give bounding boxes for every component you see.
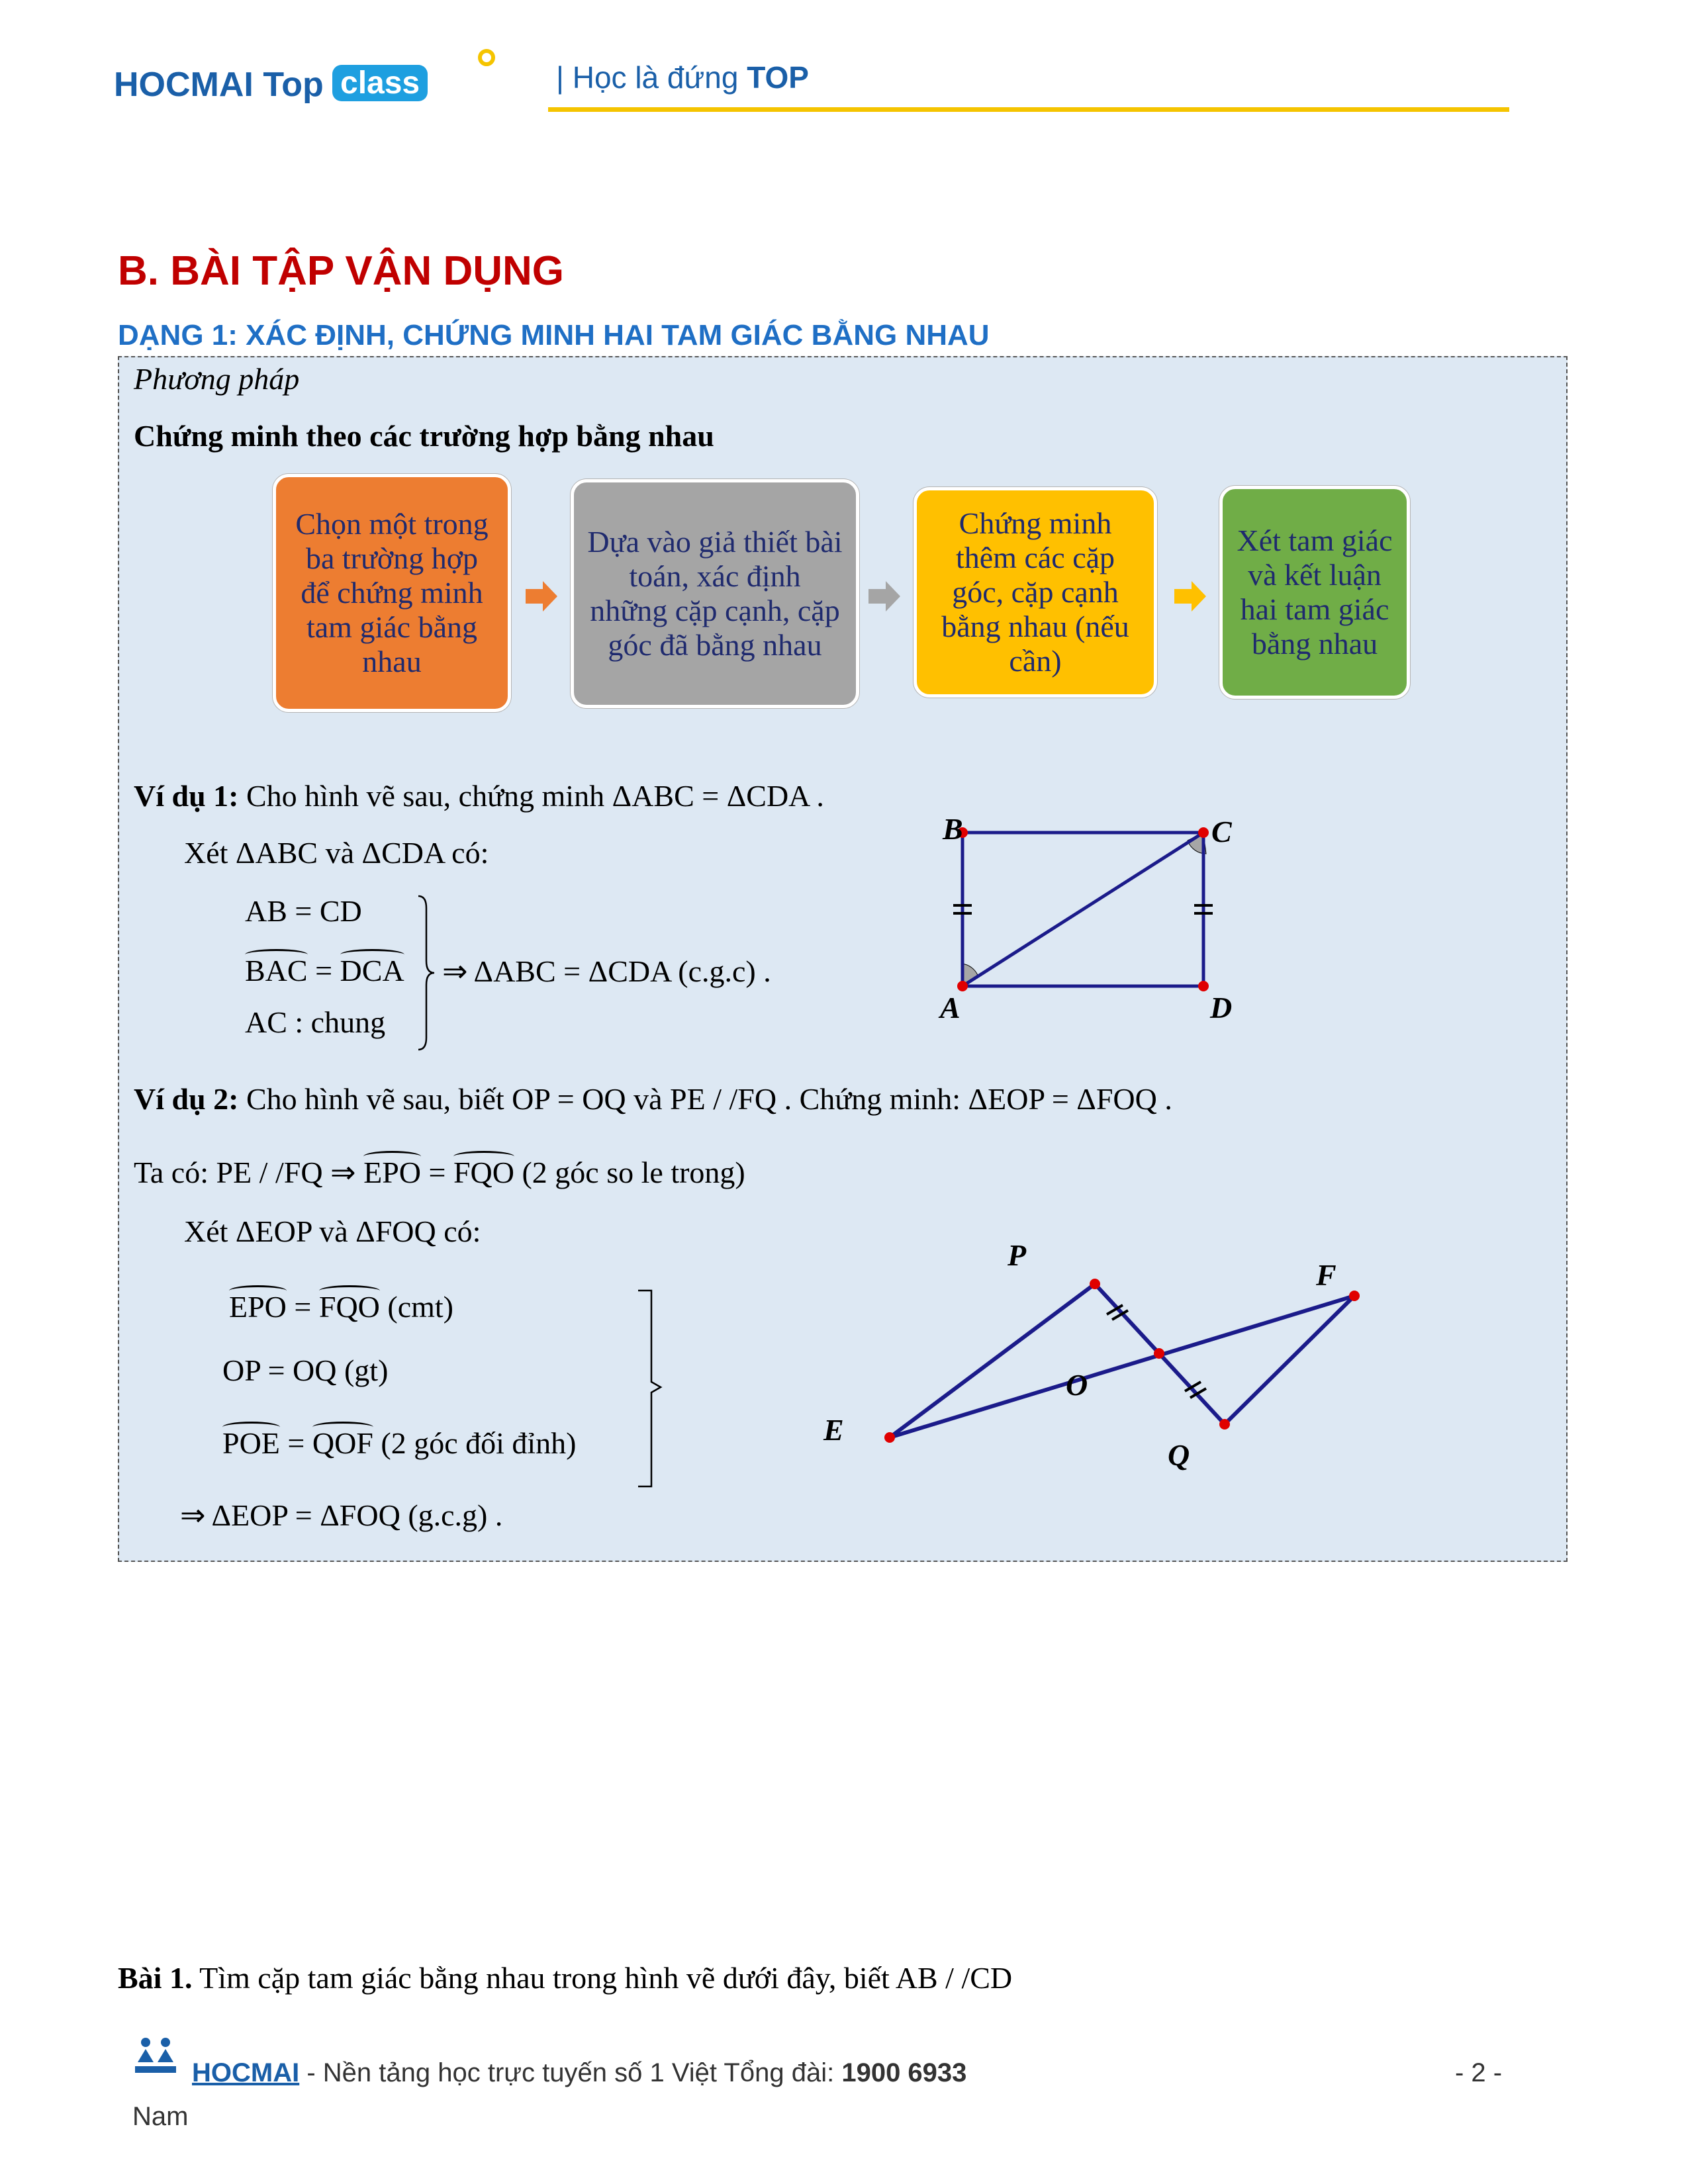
exercise1-text: Tìm cặp tam giác bằng nhau trong hình vẽ dưới đây, biết AB / /CD <box>192 1961 1013 1995</box>
footer-brand-link[interactable]: HOCMAI <box>192 2058 300 2087</box>
angle-bac: BAC <box>245 954 308 987</box>
example2-conclusion: ⇒ ΔEOP = ΔFOQ (g.c.g) . <box>180 1498 503 1532</box>
angle-dca: DCA <box>340 954 404 987</box>
arrow-right-icon <box>526 581 559 612</box>
eq-sign: = <box>307 954 340 987</box>
angle-epo: EPO <box>363 1156 421 1189</box>
brace-icon <box>637 1289 670 1488</box>
angle-poe: POE <box>222 1426 280 1460</box>
bowtie-figure <box>854 1244 1397 1509</box>
example1-label: Ví dụ 1: <box>134 779 239 813</box>
label-o: O <box>1066 1368 1088 1402</box>
note: (cmt) <box>379 1290 454 1324</box>
flow-step-2: Dựa vào giả thiết bài toán, xác định những cặp cạnh, cặp góc đã bằng nhau <box>571 479 859 708</box>
hocmai-logo-icon <box>132 2036 179 2078</box>
example1-line1: AB = CD <box>245 894 362 928</box>
example2-statement <box>134 1081 1172 1116</box>
exercise1-label: Bài 1. <box>118 1961 193 1995</box>
angle-fqo: FQO <box>453 1156 514 1189</box>
logo-text: HOCMAI Top <box>114 66 324 104</box>
header <box>114 58 1511 124</box>
method-label: Phương pháp <box>134 362 300 396</box>
flow-step-4: Xét tam giác và kết luận hai tam giác bằng nhau <box>1219 486 1410 699</box>
label-b: B <box>943 812 963 846</box>
example1-conclusion: ⇒ ΔABC = ΔCDA (c.g.c) . <box>442 954 771 988</box>
eq-sign: = <box>421 1156 453 1189</box>
angle-qof: QOF <box>312 1426 373 1460</box>
type-title: DẠNG 1: XÁC ĐỊNH, CHỨNG MINH HAI TAM GIÁC BẰNG NHAU <box>118 319 990 351</box>
method-box <box>118 356 1568 1562</box>
tagline-strong: TOP <box>747 60 809 95</box>
flow-step-1: Chọn một trong ba trường hợp để chứng minh tam giác bằng nhau <box>273 474 511 712</box>
label-d: D <box>1210 991 1233 1024</box>
label-f: F <box>1316 1258 1336 1292</box>
eq-sign: = <box>279 1426 312 1460</box>
angle-fqo: FQO <box>318 1290 380 1324</box>
page-number: - 2 - <box>1455 2058 1503 2087</box>
sun-icon <box>478 49 495 66</box>
footer-wrap: Nam <box>132 2102 189 2131</box>
section-title: B. BÀI TẬP VẬN DỤNG <box>118 248 565 294</box>
example2-label: Ví dụ 2: <box>134 1082 239 1116</box>
label-a: A <box>940 991 961 1024</box>
footer <box>192 2058 966 2088</box>
flow-step-3: Chứng minh thêm các cặp góc, cặp cạnh bằng nhau (nếu cần) <box>914 487 1157 698</box>
example1-line3: AC : chung <box>245 1005 386 1039</box>
label-q: Q <box>1168 1438 1190 1472</box>
example1-statement <box>134 778 824 813</box>
method-heading: Chứng minh theo các trường hợp bằng nhau <box>134 419 714 453</box>
brace-icon <box>416 895 436 1054</box>
example1-consider: Xét ΔABC và ΔCDA có: <box>184 836 489 870</box>
header-divider <box>548 107 1509 112</box>
label-p: P <box>1008 1238 1027 1272</box>
arrow-right-icon <box>868 581 902 612</box>
example2-ta-co <box>134 1154 745 1190</box>
footer-phone: 1900 6933 <box>841 2058 967 2087</box>
example1-line2 <box>245 953 404 988</box>
tagline <box>556 60 809 95</box>
rectangle-figure <box>947 814 1225 1026</box>
logo-badge: class <box>332 65 428 101</box>
example2-consider: Xét ΔEOP và ΔFOQ có: <box>184 1214 481 1248</box>
example2-line1 <box>229 1289 453 1324</box>
eq-sign: = <box>286 1290 319 1324</box>
tagline-text: | Học là đứng <box>556 60 739 95</box>
example2-line2: OP = OQ (gt) <box>222 1353 389 1387</box>
ta-co-suffix: (2 góc so le trong) <box>514 1156 745 1189</box>
angle-epo: EPO <box>229 1290 287 1324</box>
note: (2 góc đối đỉnh) <box>373 1426 577 1460</box>
example2-line3 <box>222 1426 577 1461</box>
exercise1 <box>118 1960 1012 1995</box>
label-e: E <box>823 1413 844 1447</box>
ta-co-prefix: Ta có: PE / /FQ ⇒ <box>134 1156 364 1189</box>
label-c: C <box>1211 815 1232 848</box>
example1-text: Cho hình vẽ sau, chứng minh ΔABC = ΔCDA . <box>246 779 824 813</box>
arrow-right-icon <box>1174 581 1207 612</box>
example2-text: Cho hình vẽ sau, biết OP = OQ và PE / /FQ . Chứng minh: ΔEOP = ΔFOQ . <box>246 1082 1172 1116</box>
footer-text: - Nền tảng học trực tuyến số 1 Việt Tổng đài: <box>299 2058 842 2087</box>
